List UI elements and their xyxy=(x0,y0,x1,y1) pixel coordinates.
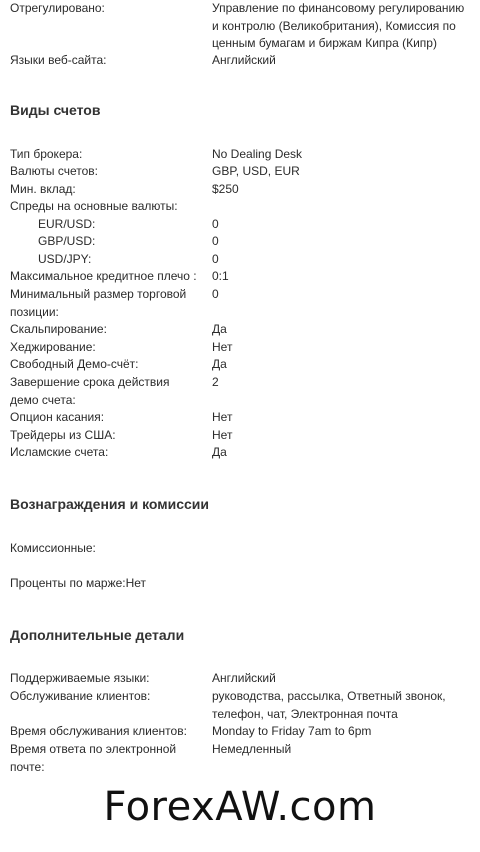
detail-value: Да xyxy=(212,445,227,459)
detail-value: 0 xyxy=(212,252,219,266)
details-heading: Дополнительные детали xyxy=(10,627,185,643)
detail-label: Поддерживаемые языки: xyxy=(10,671,150,685)
detail-value: 0 xyxy=(212,217,219,231)
detail-label: Максимальное кредитное плечо : xyxy=(10,269,197,283)
detail-label: Спреды на основные валюты: xyxy=(10,199,178,213)
detail-value: 0 xyxy=(212,234,219,248)
detail-label: Валюты счетов: xyxy=(10,164,99,178)
detail-label: Обслуживание клиентов: xyxy=(10,689,151,703)
detail-label: Хеджирование: xyxy=(10,340,96,354)
detail-value: GBP, USD, EUR xyxy=(212,164,300,178)
detail-label: Скальпирование: xyxy=(10,322,107,336)
detail-value: 0:1 xyxy=(212,269,229,283)
detail-value: Monday to Friday 7am to 6pm xyxy=(212,724,372,738)
detail-value: Немедленный xyxy=(212,742,292,756)
detail-label: EUR/USD: xyxy=(38,217,96,231)
fees-heading: Вознаграждения и комиссии xyxy=(10,496,210,512)
detail-label: Минимальный размер торговой позиции: xyxy=(10,287,187,319)
detail-value: Нет xyxy=(212,340,233,354)
detail-label: Трейдеры из США: xyxy=(10,428,116,442)
detail-label: Свободный Демо-счёт: xyxy=(10,357,139,371)
detail-label: USD/JPY: xyxy=(38,252,92,266)
commission-label: Комиссионные: xyxy=(10,541,96,555)
regulated-label: Отрегулировано: xyxy=(10,1,105,15)
detail-label: GBP/USD: xyxy=(38,234,96,248)
regulated-value: Управление по финансовому регулированию и контролю (Великобритания), Комиссия по ценным бумагам и биржам Кипра (Кипр) xyxy=(212,1,465,50)
margin-interest-text: Проценты по марже:Нет xyxy=(10,576,147,590)
detail-value: Да xyxy=(212,322,227,336)
detail-value: руководства, рассылка, Ответный звонок, телефон, чат, Электронная почта xyxy=(212,689,446,721)
detail-label: Опцион касания: xyxy=(10,410,105,424)
watermark: ForexAW.com xyxy=(103,784,377,830)
detail-value: Нет xyxy=(212,410,233,424)
detail-value: Да xyxy=(212,357,227,371)
accounts-heading: Виды счетов xyxy=(10,102,101,118)
detail-value: Нет xyxy=(212,428,233,442)
detail-label: Мин. вклад: xyxy=(10,182,76,196)
languages-value: Английский xyxy=(212,53,276,67)
detail-value: 0 xyxy=(212,287,219,301)
detail-label: Время ответа по электронной почте: xyxy=(10,742,177,774)
detail-value: No Dealing Desk xyxy=(212,147,303,161)
detail-label: Время обслуживания клиентов: xyxy=(10,724,187,738)
detail-label: Исламские счета: xyxy=(10,445,109,459)
detail-value: Английский xyxy=(212,671,276,685)
detail-value: $250 xyxy=(212,182,239,196)
detail-value: 2 xyxy=(212,375,219,389)
detail-label: Завершение срока действия демо счета: xyxy=(10,375,170,407)
detail-label: Тип брокера: xyxy=(10,147,83,161)
languages-label: Языки веб-сайта: xyxy=(10,53,107,67)
